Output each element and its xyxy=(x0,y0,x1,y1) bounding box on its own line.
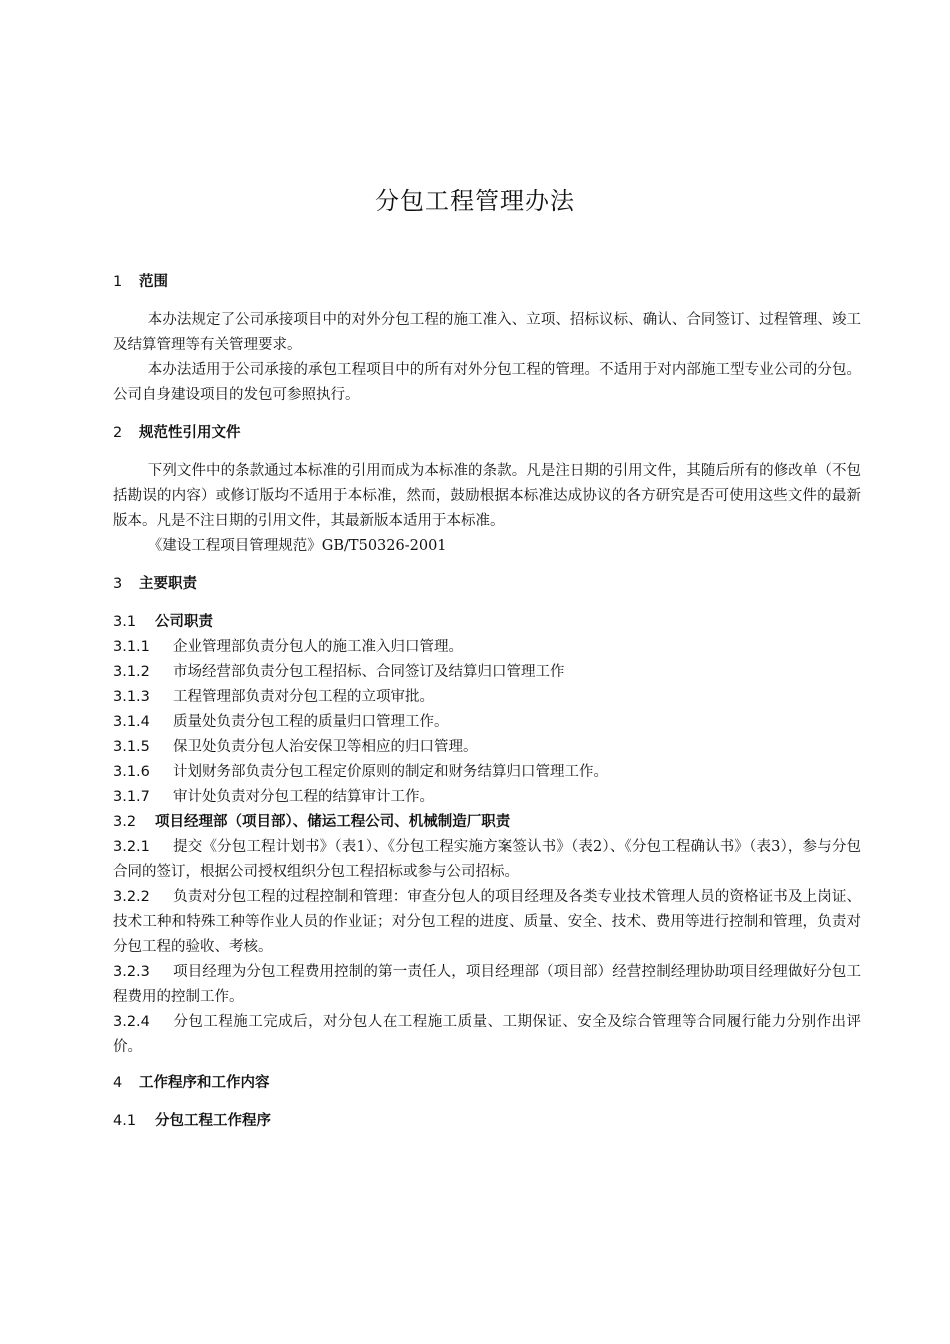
clause-number: 3.2.4 xyxy=(113,1014,150,1030)
section-number: 3 xyxy=(113,576,123,592)
section-2-heading xyxy=(113,421,861,446)
section-number: 2 xyxy=(113,425,123,441)
clause-item xyxy=(113,760,861,785)
clause-text: 负责对分包工程的过程控制和管理：审查分包人的项目经理及各类专业技术管理人员的资格证书及上岗证、技术工种和特殊工种等作业人员的作业证；对分包工程的进度、质量、安全、技术、费用等进行控制和管理，负责对分包工程的验收、考核。 xyxy=(113,889,861,955)
clause-text: 项目经理为分包工程费用控制的第一责任人，项目经理部（项目部）经营控制经理协助项目经理做好分包工程费用的控制工作。 xyxy=(113,964,861,1005)
subsection-number: 3.2 xyxy=(113,814,137,830)
clause-text: 市场经营部负责分包工程招标、合同签订及结算归口管理工作 xyxy=(173,664,565,680)
section-1-heading xyxy=(113,270,861,295)
section-title: 规范性引用文件 xyxy=(139,425,241,441)
clause-number: 3.1.5 xyxy=(113,739,150,755)
section-4-heading xyxy=(113,1071,861,1096)
reference-standard: 《建设工程项目管理规范》GB/T50326-2001 xyxy=(147,538,447,554)
clause-item xyxy=(113,660,861,685)
clause-number: 3.2.1 xyxy=(113,839,150,855)
clause-number: 3.1.6 xyxy=(113,764,150,780)
clause-text: 企业管理部负责分包人的施工准入归口管理。 xyxy=(173,639,463,655)
paragraph: 下列文件中的条款通过本标准的引用而成为本标准的条款。凡是注日期的引用文件，其随后所有的修改单（不包括勘误的内容）或修订版均不适用于本标准，然而，鼓励根据本标准达成协议的各方研究是否可使用这些文件的最新版本。凡是不注日期的引用文件，其最新版本适用于本标准。 xyxy=(113,463,861,529)
document-title: 分包工程管理办法 xyxy=(375,187,575,215)
clause-text: 工程管理部负责对分包工程的立项审批。 xyxy=(173,689,434,705)
clause-item xyxy=(113,835,861,885)
section-number: 1 xyxy=(113,274,123,290)
section-title: 主要职责 xyxy=(139,576,197,592)
document-body xyxy=(113,270,861,1134)
clause-number: 3.1.7 xyxy=(113,789,150,805)
subsection-3-2-heading xyxy=(113,810,861,835)
clause-item xyxy=(113,885,861,960)
subsection-number: 4.1 xyxy=(113,1113,137,1129)
clause-text: 提交《分包工程计划书》（表1）、《分包工程实施方案签认书》（表2）、《分包工程确认书》（表3），参与分包合同的签订，根据公司授权组织分包工程招标或参与公司招标。 xyxy=(113,839,861,880)
section-3-heading xyxy=(113,572,861,597)
clause-item xyxy=(113,710,861,735)
subsection-title: 公司职责 xyxy=(155,614,213,630)
subsection-title: 项目经理部（项目部）、储运工程公司、机械制造厂职责 xyxy=(155,814,511,830)
clause-number: 3.1.3 xyxy=(113,689,150,705)
paragraph: 本办法规定了公司承接项目中的对外分包工程的施工准入、立项、招标议标、确认、合同签订、过程管理、竣工及结算管理等有关管理要求。 xyxy=(113,312,861,353)
paragraph: 本办法适用于公司承接的承包工程项目中的所有对外分包工程的管理。不适用于对内部施工型专业公司的分包。公司自身建设项目的发包可参照执行。 xyxy=(113,362,861,403)
clause-number: 3.1.4 xyxy=(113,714,150,730)
clause-number: 3.1.2 xyxy=(113,664,150,680)
subsection-4-1-heading xyxy=(113,1109,861,1134)
clause-text: 审计处负责对分包工程的结算审计工作。 xyxy=(173,789,434,805)
clause-number: 3.1.1 xyxy=(113,639,150,655)
clause-item xyxy=(113,735,861,760)
clause-number: 3.2.2 xyxy=(113,889,150,905)
clause-item xyxy=(113,635,861,660)
clause-item xyxy=(113,1010,861,1060)
clause-number: 3.2.3 xyxy=(113,964,150,980)
clause-item xyxy=(113,960,861,1010)
clause-item xyxy=(113,685,861,710)
clause-text: 保卫处负责分包人治安保卫等相应的归口管理。 xyxy=(173,739,478,755)
section-title: 范围 xyxy=(139,274,168,290)
subsection-3-1-heading xyxy=(113,610,861,635)
subsection-title: 分包工程工作程序 xyxy=(155,1113,271,1129)
clause-item xyxy=(113,785,861,810)
section-number: 4 xyxy=(113,1075,123,1091)
subsection-number: 3.1 xyxy=(113,614,137,630)
section-title: 工作程序和工作内容 xyxy=(139,1075,270,1091)
clause-text: 计划财务部负责分包工程定价原则的制定和财务结算归口管理工作。 xyxy=(173,764,608,780)
clause-text: 质量处负责分包工程的质量归口管理工作。 xyxy=(173,714,449,730)
clause-text: 分包工程施工完成后，对分包人在工程施工质量、工期保证、安全及综合管理等合同履行能力分别作出评价。 xyxy=(113,1014,861,1055)
